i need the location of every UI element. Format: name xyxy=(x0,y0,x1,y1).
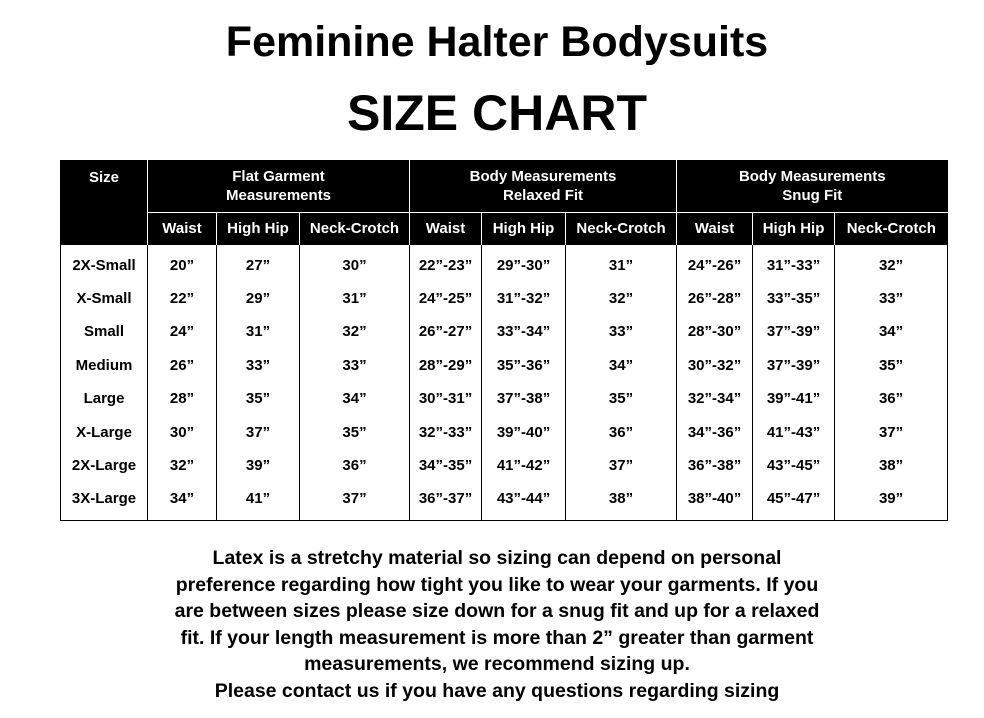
measurement-cell: 30”-32” xyxy=(677,349,753,382)
size-label-cell: Small xyxy=(61,315,148,348)
measurement-cell: 29”-30” xyxy=(482,245,566,282)
table-row xyxy=(61,282,948,315)
table-row xyxy=(61,449,948,482)
measurement-cell: 38” xyxy=(835,449,948,482)
measurement-cell: 31” xyxy=(217,315,300,348)
measurement-cell: 32”-33” xyxy=(410,415,482,448)
size-label-cell: 3X-Large xyxy=(61,482,148,520)
flat-garment-header xyxy=(148,160,410,212)
page-title: Feminine Halter Bodysuits xyxy=(225,18,769,66)
measurement-cell: 34” xyxy=(148,482,217,520)
measurement-cell: 35” xyxy=(566,382,677,415)
contact-note-line: Please contact us if you have any questions regarding sizing xyxy=(214,679,780,702)
measurement-cell: 30” xyxy=(148,415,217,448)
measurement-cell: 37” xyxy=(217,415,300,448)
size-chart-table xyxy=(60,160,948,521)
group-header-line1: Body Measurements xyxy=(469,167,617,185)
measurement-cell: 30”-31” xyxy=(410,382,482,415)
measurement-cell: 29” xyxy=(217,282,300,315)
measurement-cell: 33”-34” xyxy=(482,315,566,348)
group-header-line2: Measurements xyxy=(225,186,332,204)
measurement-cell: 32” xyxy=(148,449,217,482)
measurement-cell: 39” xyxy=(217,449,300,482)
measurement-cell: 41” xyxy=(217,482,300,520)
column-header: Neck-Crotch xyxy=(566,212,677,245)
measurement-cell: 35” xyxy=(300,415,410,448)
measurement-cell: 39”-41” xyxy=(753,382,835,415)
column-header: High Hip xyxy=(753,212,835,245)
group-header-line2: Relaxed Fit xyxy=(503,186,584,204)
size-chart-heading: SIZE CHART xyxy=(347,85,647,141)
column-header: Neck-Crotch xyxy=(835,212,948,245)
table-row xyxy=(61,415,948,448)
column-header: High Hip xyxy=(482,212,566,245)
column-header: Waist xyxy=(410,212,482,245)
measurement-cell: 37” xyxy=(300,482,410,520)
measurement-cell: 36”-38” xyxy=(677,449,753,482)
table-row xyxy=(61,349,948,382)
group-header-line1: Body Measurements xyxy=(738,167,886,185)
measurement-cell: 37”-39” xyxy=(753,315,835,348)
measurement-cell: 26” xyxy=(148,349,217,382)
sizing-note-line: fit. If your length measurement is more than 2” greater than garment xyxy=(180,626,814,649)
measurement-cell: 32” xyxy=(300,315,410,348)
column-header: Neck-Crotch xyxy=(300,212,410,245)
sizing-note xyxy=(150,545,844,704)
measurement-cell: 33” xyxy=(835,282,948,315)
measurement-cell: 37”-39” xyxy=(753,349,835,382)
relaxed-fit-header xyxy=(410,160,677,212)
column-header: Waist xyxy=(677,212,753,245)
group-header-row xyxy=(61,160,948,212)
measurement-cell: 20” xyxy=(148,245,217,282)
measurement-cell: 26”-27” xyxy=(410,315,482,348)
measurement-cell: 45”-47” xyxy=(753,482,835,520)
measurement-cell: 36” xyxy=(835,382,948,415)
measurement-cell: 26”-28” xyxy=(677,282,753,315)
measurement-cell: 36” xyxy=(566,415,677,448)
measurement-cell: 30” xyxy=(300,245,410,282)
measurement-cell: 43”-45” xyxy=(753,449,835,482)
measurement-cell: 39”-40” xyxy=(482,415,566,448)
size-label-cell: Large xyxy=(61,382,148,415)
measurement-cell: 34” xyxy=(300,382,410,415)
measurement-cell: 28”-30” xyxy=(677,315,753,348)
subheader-row xyxy=(61,212,948,245)
measurement-cell: 37” xyxy=(566,449,677,482)
measurement-cell: 34” xyxy=(566,349,677,382)
sizing-note-line: Latex is a stretchy material so sizing can depend on personal xyxy=(212,547,782,569)
measurement-cell: 35” xyxy=(217,382,300,415)
table-row xyxy=(61,245,948,282)
size-header-spacer xyxy=(61,212,148,245)
measurement-cell: 36”-37” xyxy=(410,482,482,520)
measurement-cell: 28”-29” xyxy=(410,349,482,382)
measurement-cell: 31”-33” xyxy=(753,245,835,282)
size-label-cell: X-Small xyxy=(61,282,148,315)
table-row xyxy=(61,382,948,415)
measurement-cell: 31”-32” xyxy=(482,282,566,315)
measurement-cell: 22”-23” xyxy=(410,245,482,282)
measurement-cell: 24” xyxy=(148,315,217,348)
size-label-cell: 2X-Small xyxy=(61,245,148,282)
size-label-cell: Medium xyxy=(61,349,148,382)
measurement-cell: 34” xyxy=(835,315,948,348)
measurement-cell: 28” xyxy=(148,382,217,415)
measurement-cell: 36” xyxy=(300,449,410,482)
table-row xyxy=(61,482,948,520)
measurement-cell: 24”-25” xyxy=(410,282,482,315)
measurement-cell: 43”-44” xyxy=(482,482,566,520)
measurement-cell: 37” xyxy=(835,415,948,448)
measurement-cell: 35”-36” xyxy=(482,349,566,382)
measurement-cell: 34”-36” xyxy=(677,415,753,448)
column-header: High Hip xyxy=(217,212,300,245)
snug-fit-header xyxy=(677,160,948,212)
measurement-cell: 41”-42” xyxy=(482,449,566,482)
measurement-cell: 37”-38” xyxy=(482,382,566,415)
measurement-cell: 34”-35” xyxy=(410,449,482,482)
measurement-cell: 31” xyxy=(300,282,410,315)
size-chart-body xyxy=(61,245,948,521)
measurement-cell: 33” xyxy=(566,315,677,348)
column-header: Waist xyxy=(148,212,217,245)
measurement-cell: 24”-26” xyxy=(677,245,753,282)
table-row xyxy=(61,315,948,348)
sizing-note-line: are between sizes please size down for a snug fit and up for a relaxed xyxy=(174,600,820,622)
measurement-cell: 32” xyxy=(835,245,948,282)
sizing-note-line: measurements, we recommend sizing up. xyxy=(304,653,690,675)
measurement-cell: 33” xyxy=(217,349,300,382)
measurement-cell: 39” xyxy=(835,482,948,520)
group-header-line2: Snug Fit xyxy=(782,186,843,204)
measurement-cell: 32”-34” xyxy=(677,382,753,415)
measurement-cell: 41”-43” xyxy=(753,415,835,448)
size-column-header: Size xyxy=(61,160,148,212)
sizing-note-line: preference regarding how tight you like to wear your garments. If you xyxy=(175,573,819,596)
measurement-cell: 31” xyxy=(566,245,677,282)
measurement-cell: 33” xyxy=(300,349,410,382)
measurement-cell: 22” xyxy=(148,282,217,315)
measurement-cell: 27” xyxy=(217,245,300,282)
measurement-cell: 38”-40” xyxy=(677,482,753,520)
measurement-cell: 33”-35” xyxy=(753,282,835,315)
measurement-cell: 32” xyxy=(566,282,677,315)
size-label-cell: 2X-Large xyxy=(61,449,148,482)
size-label-cell: X-Large xyxy=(61,415,148,448)
measurement-cell: 38” xyxy=(566,482,677,520)
group-header-line1: Flat Garment xyxy=(232,167,325,185)
measurement-cell: 35” xyxy=(835,349,948,382)
